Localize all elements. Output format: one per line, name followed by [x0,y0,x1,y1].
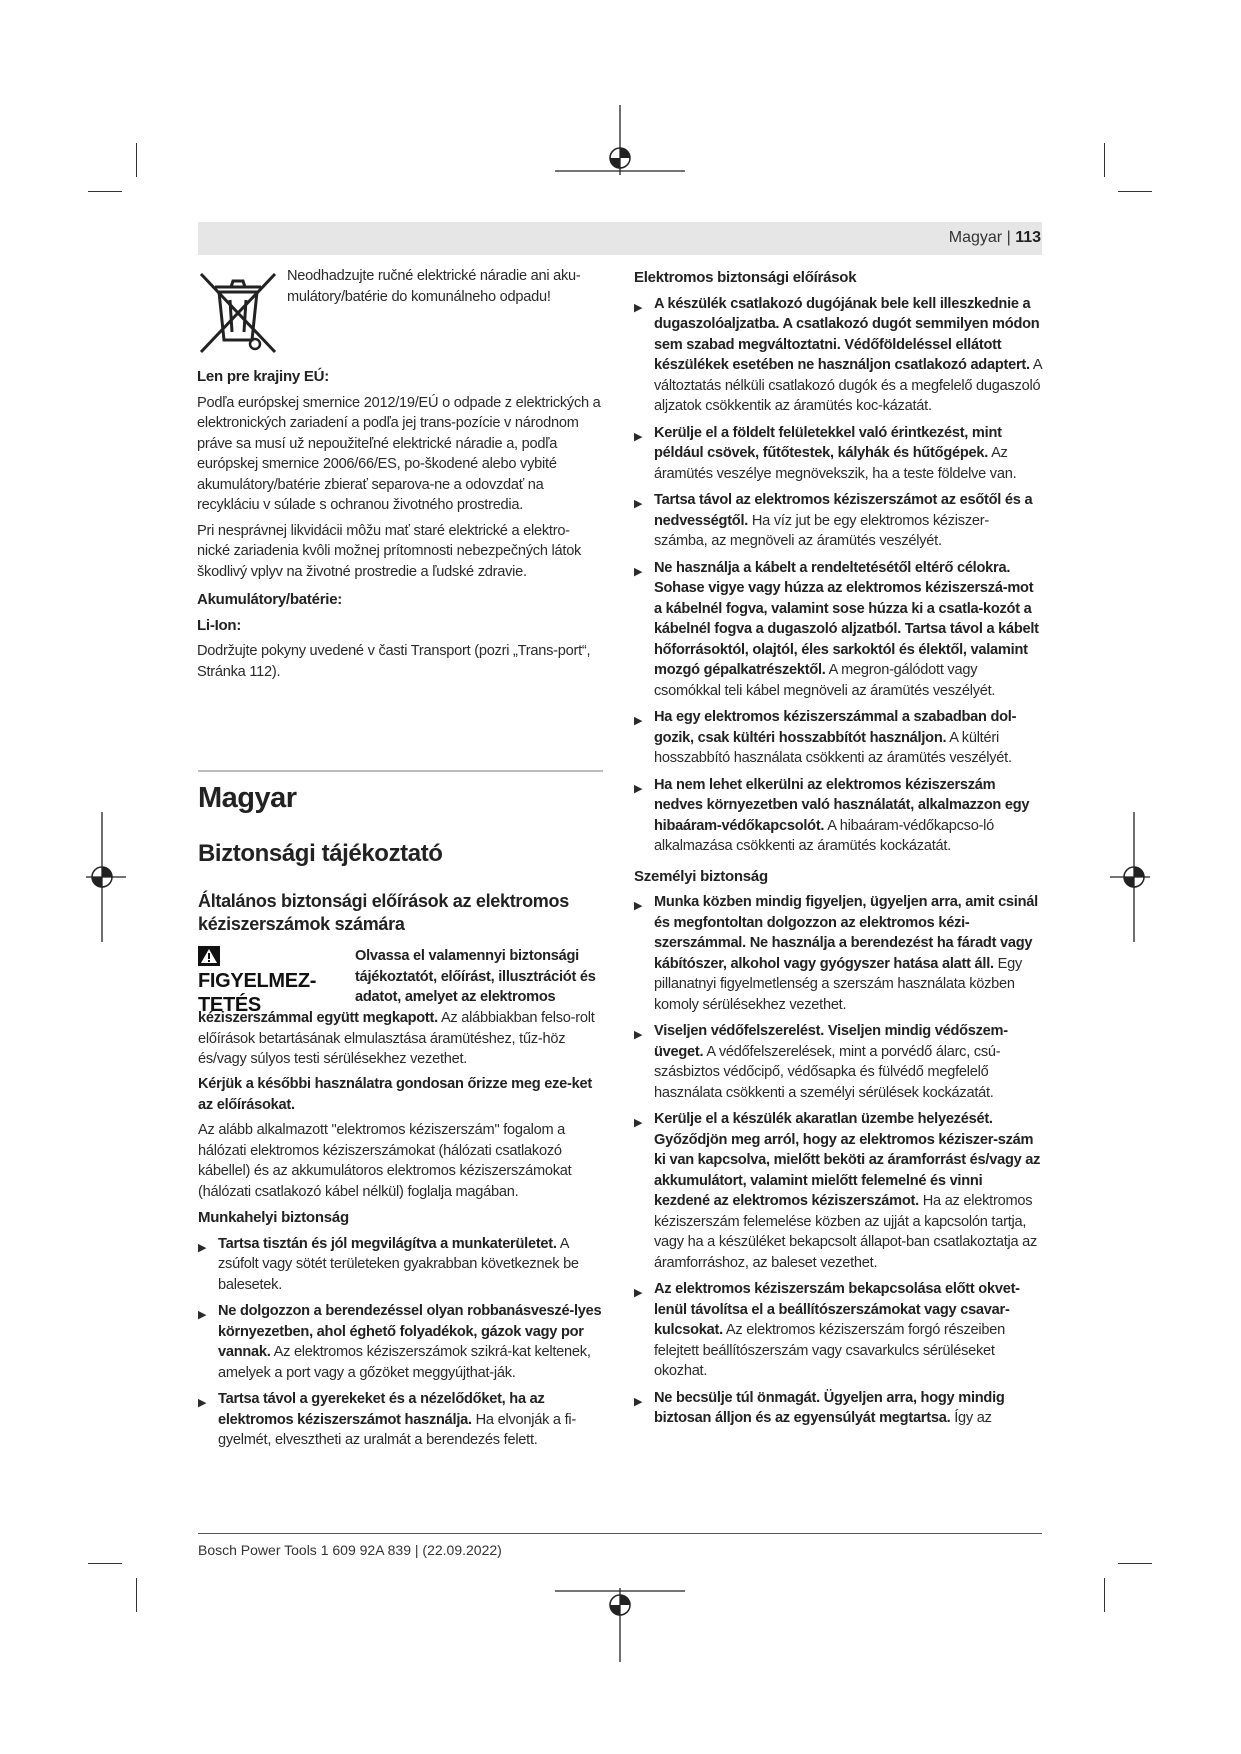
list-item [634,1388,1042,1429]
item-text: A hibaáram-védőkapcso-ló alkalmazása csökkenti az áramütés kockázatát. [654,817,995,854]
left-column [197,266,602,687]
item-bold: Ne használja a kábelt a rendeltetésétől eltérő célokra. Sohase vigye vagy húzza az elektromos kéziszerszá-mot a kábelnél fogva, valamint sose húzza ki a csatla-kozót a kábelnél fogva a dugaszoló aljzatból. Tartsa távol a kábelt hőforrásoktól, olajtól, éles sarkoktól és élektől, valamint mozgó gépalkatrészektől. [654,559,1039,678]
item-text: Az elektromos kéziszerszámok szikrá-kat keltenek, amelyek a port vagy a gőzöket meggyújthat-ják. [218,1344,591,1381]
item-text: A megron-gálódott vagy csomókkal teli kábel megnöveli az áramütés veszélyét. [654,662,996,699]
disposal-text: Neodhadzujte ručné elektrické náradie ani aku-mulátory/batérie do komunálneho odpadu! [287,268,581,305]
battery-heading: Akumulátory/batérie: [197,591,343,608]
list-item [634,423,1042,485]
item-text: Ha az elektromos kéziszerszám felemelése közben az ujját a kapcsolón tartja, vagy ha a készüléket bekapcsolt állapot-ban csatlakoztatja az áramforráshoz, az baleset vezethet. [654,1193,1038,1271]
item-text: A védőfelszerelések, mint a porvédő álarc, csú-szásbiztos védőcipő, védősapka és fülvédő megfelelő használata csökkenti a személyi sérülések kockázatát. [654,1043,1001,1101]
header-separator: | [1006,229,1011,246]
warning-lead-continuation: kéziszerszámmal együtt megkapott. [198,1010,438,1026]
warning-triangle-icon [198,946,220,966]
list-item [634,490,1042,552]
liion-text: Dodržujte pokyny uvedené v časti Transport (pozri „Trans-port“, Stránka 112). [197,643,591,680]
item-bold: Az elektromos kéziszerszám bekapcsolása előtt okvet-lenül távolítsa el a beállítószerszámokat vagy csavar-kulcsokat. [654,1281,1020,1338]
personal-safety-heading: Személyi biztonság [634,867,768,885]
list-item [634,1279,1042,1382]
eu-heading: Len pre krajiny EÚ: [197,368,329,385]
item-text: Így az [954,1410,992,1426]
item-bold: Kerülje el a készülék akaratlan üzembe helyezését. Győződjön meg arról, hogy az elektromos kéziszer-szám ki van kapcsolva, mielőtt beköti az áramforrást és/vagy az akkumulátort, valamint mielőtt felemelné és vinni kezdené az elektromos kéziszerszámot. [654,1111,1041,1209]
bullet-arrow-icon: ▶ [198,1397,207,1409]
general-safety-title: Általános biztonsági előírások az elektromos kéziszerszámok számára [198,891,569,934]
list-item [634,558,1042,702]
item-bold: Ne becsülje túl önmagát. Ügyeljen arra, hogy mindig biztosan álljon és az egyensúlyát megtartsa. [654,1389,1005,1426]
footer-text: Bosch Power Tools 1 609 92A 839 | (22.09.2022) [198,1542,502,1558]
header-section: Magyar [948,229,1003,246]
definition-text: Az alább alkalmazott "elektromos kéziszerszám" fogalom a hálózati elektromos kéziszerszámokat (hálózati csatlakozó kábellel) és az akkumulátoros elektromos kéziszerszámokat (hálózati csatlakozó kábel nélkül) foglalja magában. [198,1122,572,1200]
page-header [198,222,1042,255]
item-bold: Munka közben mindig figyeljen, ügyeljen arra, amit csinál és megfontoltan dolgozzon az elektromos kézi-szerszámmal. Ne használja a berendezést ha fáradt vagy kábítószer, alkohol vagy gyógyszer hatása alatt áll. [654,894,1038,972]
registration-mark-icon [86,812,126,942]
item-text: Az elektromos kéziszerszám forgó részeiben felejtett beállítószerszám vagy csavarkulcs sérüléseket okozhat. [654,1322,1005,1379]
list-item [634,892,1042,1015]
item-bold: Ha egy elektromos kéziszerszámmal a szabadban dol-gozik, csak kültéri hosszabbítót használjon. [654,709,1017,746]
item-text: A kültéri hosszabbító használata csökkenti az áramütés veszélyét. [654,729,1012,766]
bullet-arrow-icon: ▶ [198,1241,207,1254]
list-item [634,1109,1042,1273]
warning-body [198,1008,603,1070]
page-number: 113 [1015,229,1041,246]
section-divider [198,770,603,772]
warning-lead: Olvassa el valamennyi biztonsági tájékoztatót, előírást, illusztrációt és adatot, amelyet az elektromos [355,948,596,1005]
keep-instructions: Kérjük a későbbi használatra gondosan őrizze meg eze-ket az előírásokat. [198,1076,592,1113]
right-column [634,268,1042,1435]
registration-mark-icon [555,105,685,191]
list-item [198,1389,603,1451]
item-bold: Tartsa távol a gyerekeket és a nézelődőket, ha az elektromos kéziszerszámot használja. [218,1391,545,1428]
item-text: Egy pillanatnyi figyelmetlenség a szerszám használata közben komoly sérülésekhez vezethet. [654,955,1023,1013]
bullet-arrow-icon: ▶ [634,430,643,443]
workplace-heading: Munkahelyi biztonság [198,1209,349,1226]
list-item [634,294,1042,417]
warning-word: FIGYELMEZ-TETÉS [198,970,317,1016]
item-text: A változtatás nélküli csatlakozó dugók és a megfelelő dugaszoló aljzatok csökkentik az áramütés koc-kázatát. [654,357,1042,414]
warning-rest: Az alábbiakban felso-rolt előírások betartásának elmulasztása áramütéshez, tűz-höz és/vagy súlyos testi sérülésekhez vezethet. [198,1010,595,1067]
list-item [634,775,1042,857]
bullet-arrow-icon: ▶ [634,782,643,795]
item-bold: Kerülje el a földelt felületekkel való érintkezést, mint például csövek, fűtőtestek, kályhák és hűtőgépek. [654,424,1002,461]
list-item [198,1234,603,1296]
eu-paragraph: Podľa európskej smernice 2012/19/EÚ o odpade z elektrických a elektronických zariadení a podľa jej trans-pozície v národnom práve sa musí už nepoužiteľné elektrické náradie a, podľa európskej smernice 2006/66/ES, po-škodené alebo vybité akumulátory/batérie zbierať separova-ne a odovzdať na recykláciu v súlade s ochranou životného prostredia. [197,394,601,513]
footer-rule [198,1533,1042,1534]
item-bold: Tartsa távol az elektromos kéziszerszámot az esőtől és a nedvességtől. [654,492,1033,529]
safety-title: Biztonsági tájékoztató [198,840,443,867]
liion-heading: Li-Ion: [197,616,242,634]
bullet-arrow-icon: ▶ [634,565,643,578]
warning-label [198,946,338,1017]
list-item [198,1301,603,1383]
bullet-arrow-icon: ▶ [634,715,643,727]
bullet-arrow-icon: ▶ [198,1309,207,1321]
bullet-arrow-icon: ▶ [634,1395,643,1408]
registration-mark-icon [555,1576,685,1662]
bullet-arrow-icon: ▶ [634,301,643,314]
bullet-arrow-icon: ▶ [634,1117,643,1129]
item-text: Ha elvonják a fi-gyelmét, elvesztheti az uralmát a berendezés felett. [218,1411,577,1448]
item-bold: A készülék csatlakozó dugójának bele kell illeszkednie a dugaszolóaljzatba. A csatlakozó dugót semmilyen módon sem szabad megváltoztatni. Védőföldeléssel ellátott készülékek esetében ne használjon csatlakozó adaptert. [654,295,1040,373]
eu-paragraph: Pri nesprávnej likvidácii môžu mať staré elektrické a elektro-nické zariadenia kvôli možnej prítomnosti nebezpečných látok škodlivý vplyv na životné prostredie a ľudské zdravie. [197,522,582,580]
left-column-lower [198,1074,603,1457]
item-bold: Ha nem lehet elkerülni az elektromos kéziszerszám nedves környezetben való használatát, alkalmazzon egy hibaáram-védőkapcsolót. [654,776,1030,834]
item-text: Az áramütés veszélye megnövekszik, ha a teste földelve van. [654,445,1017,482]
item-text: Ha víz jut be egy elektromos kéziszer-számba, az megnöveli az áramütés veszélyét. [654,512,989,549]
running-header [949,229,1041,247]
list-item [634,707,1042,769]
bullet-arrow-icon: ▶ [634,900,643,912]
list-item [634,1021,1042,1103]
registration-mark-icon [1110,812,1150,942]
item-bold: Ne dolgozzon a berendezéssel olyan robbanásveszé-lyes környezetben, ahol éghető folyadékok, gázok vagy por vannak. [218,1303,602,1360]
electric-safety-heading: Elektromos biztonsági előírások [634,269,857,286]
bullet-arrow-icon: ▶ [634,498,643,510]
item-bold: Viseljen védőfelszerelést. Viseljen mindig védőszem-üveget. [654,1023,1008,1060]
bullet-arrow-icon: ▶ [634,1287,643,1299]
item-text: A zsúfolt vagy sötét területeken gyakrabban következnek be balesetek. [218,1235,579,1293]
bullet-arrow-icon: ▶ [634,1029,643,1041]
item-bold: Tartsa tisztán és jól megvilágítva a munkaterületet. [218,1235,557,1252]
language-title: Magyar [198,782,297,814]
